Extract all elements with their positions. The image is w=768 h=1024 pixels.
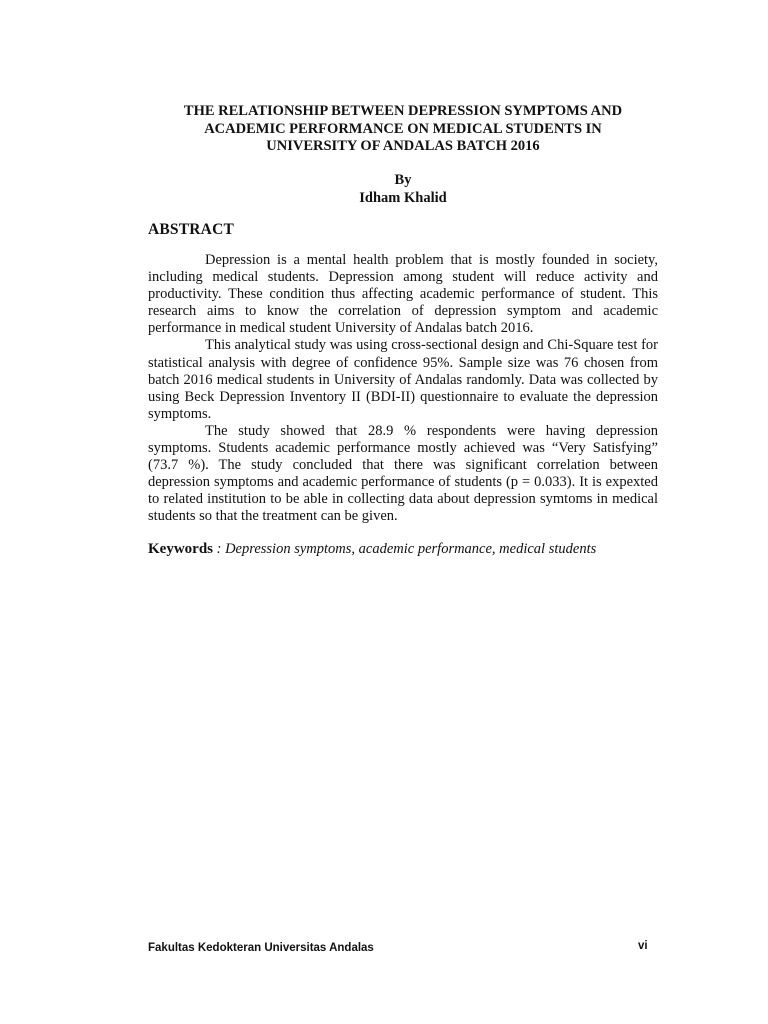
title-line: ACADEMIC PERFORMANCE ON MEDICAL STUDENTS IN [204,120,602,137]
footer-institution: Fakultas Kedokteran Universitas Andalas [148,942,374,954]
abstract-paragraph: This analytical study was using cross-sectional design and Chi-Square test for statistical analysis with degree of confidence 95%. Sample size was 76 chosen from batch 2016 medical students in University of Andalas randomly. Data was collected by using Beck Depression Inventory II (BDI-II) questionnaire to evaluate the depression symptoms. [148,337,658,422]
by-label: By [394,172,412,188]
paper-title [148,103,658,156]
byline [148,171,658,207]
abstract-heading: ABSTRACT [148,221,235,238]
title-line: UNIVERSITY OF ANDALAS BATCH 2016 [266,138,540,154]
page-number: vi [638,940,648,952]
abstract-body [148,252,658,526]
keywords-list: : Depression symptoms, academic performance, medical students [213,541,597,557]
abstract-paragraph: The study showed that 28.9 % respondents were having depression symptoms. Students academic performance mostly achieved was “Very Satisfying” (73.7 %). The study concluded that there was significant correlation between depression symptoms and academic performance of students (p = 0.033). It is expexted to related institution to be able in collecting data about depression symtoms in medical students so that the treatment can be given. [148,422,658,525]
abstract-paragraph: Depression is a mental health problem that is mostly founded in society, including medical students. Depression among student will reduce activity and productivity. These condition thus affecting academic performance of student. This research aims to know the correlation of depression symptom and academic performance in medical student University of Andalas batch 2016. [148,252,658,337]
title-line: THE RELATIONSHIP BETWEEN DEPRESSION SYMPTOMS AND [183,103,623,119]
author-name: Idham Khalid [359,190,447,206]
keywords-label: Keywords [148,541,213,557]
keywords-line [148,540,668,558]
